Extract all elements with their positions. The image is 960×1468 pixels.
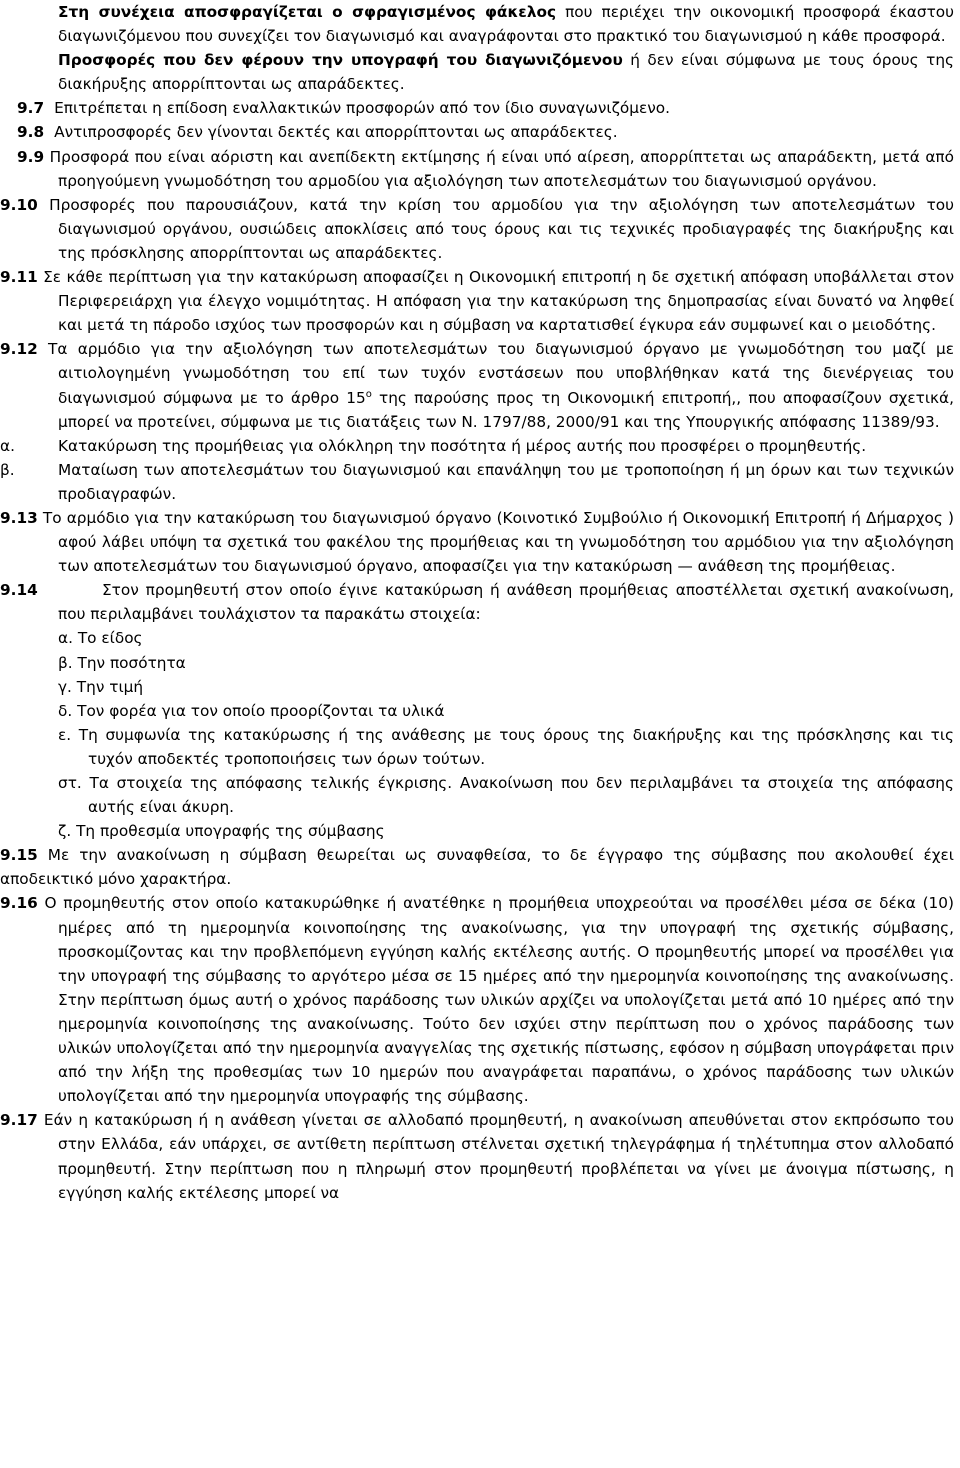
clause-number: 9.10 bbox=[0, 195, 38, 214]
clause-text: Σε κάθε περίπτωση για την κατακύρωση αποφασίζει η Οικονομική επιτροπή η δε σχετική απόφαση υποβάλλεται στον Περιφερειάρχη για έλεγχο νομιμότητας. Η απόφαση για την κατακύρωση της δημοπρασίας είναι δυνατό να ληφθεί και μετά τη πάροδο ισχύος των προσφορών και η σύμβαση να καρτατισθεί έγκυρα εάν συμφωνεί και ο μειοδότης. bbox=[43, 268, 954, 335]
option-text: Ματαίωση των αποτελεσμάτων του διαγωνισμού και επανάληψη του με τροποποίηση ή μη όρων και των τεχνικών προδιαγραφών. bbox=[58, 460, 954, 503]
list-item-letter: δ. bbox=[58, 701, 73, 720]
clause-9-9 bbox=[0, 145, 954, 193]
clause-9-8 bbox=[0, 120, 954, 144]
clause-9-17 bbox=[0, 1108, 954, 1204]
list-item bbox=[0, 819, 954, 843]
paragraph-text: που περιέχει την οικονομική προσφορά έκαστου διαγωνιζόμενου που συνεχίζει τον διαγωνισμό και αναγράφονται στο πρακτικό του διαγωνισμού η κάθε προσφορά. bbox=[58, 3, 954, 46]
clause-text: Με την ανακοίνωση η σύμβαση θεωρείται ως συναφθείσα, το δε έγγραφο της σύμβασης που ακολουθεί έχει αποδεικτικό μόνο χαρακτήρα. bbox=[0, 846, 954, 889]
list-item-letter: ζ. bbox=[58, 822, 72, 841]
list-item-text: Τα στοιχεία της απόφασης τελικής έγκρισης. Ανακοίνωση που δεν περιλαμβάνει τα στοιχεία της απόφασης αυτής είναι άκυρη. bbox=[88, 774, 954, 817]
clause-text: Προσφορές που παρουσιάζουν, κατά την κρίση του αρμοδίου για την αξιολόγηση των αποτελεσμάτων του διαγωνισμού οργάνου, ουσιώδεις αποκλίσεις από τους όρους και τις τεχνικές προδιαγραφές της διακήρυξης και της πρόσκλησης απορρίπτονται ως απαράδεκτες. bbox=[49, 195, 954, 262]
superscript: ο bbox=[365, 388, 372, 400]
clause-9-14 bbox=[0, 578, 954, 626]
clause-text-continued: της παρούσης προς τη Οικονομική επιτροπή,, που αποφασίζουν σχετικά, μπορεί να προτείνει, σύμφωνα με τις διατάξεις των Ν. 1797/88, 2000/91 και της Υπουργικής απόφασης 11389/93. bbox=[58, 388, 954, 431]
clause-9-11 bbox=[0, 265, 954, 337]
notification-items-list bbox=[0, 626, 954, 843]
paragraph-text: ή δεν είναι σύμφωνα με τους όρους της διακήρυξης απορρίπτονται ως απαράδεκτες. bbox=[58, 51, 954, 94]
list-item-letter: β. bbox=[58, 653, 73, 672]
clause-text: Στον προμηθευτή στον οποίο έγινε κατακύρωση ή ανάθεση προμήθειας αποστέλλεται σχετική ανακοίνωση, που περιλαμβάνει τουλάχιστον τα παρακάτω στοιχεία: bbox=[58, 581, 954, 624]
paragraph-envelope bbox=[0, 0, 954, 48]
clause-9-15 bbox=[0, 843, 954, 891]
list-item bbox=[0, 651, 954, 675]
list-item bbox=[0, 723, 954, 771]
clause-number: 9.15 bbox=[0, 846, 38, 865]
clause-text: Εάν η κατακύρωση ή η ανάθεση γίνεται σε αλλοδαπό προμηθευτή, η ανακοίνωση απευθύνεται στον εκπρόσωπο του στην Ελλάδα, εάν υπάρχει, σε αντίθετη περίπτωση στέλνεται σχετική τηλεγράφημα ή τηλέτυπημα στον αλλοδαπό προμηθευτή. Στην περίπτωση που η πληρωμή στον προμηθευτή προβλέπεται να γίνει με άνοιγμα πίστωσης, η εγγύηση καλής εκτέλεσης μπορεί να bbox=[43, 1111, 954, 1202]
option-letter: α. bbox=[0, 436, 15, 455]
list-item-text: Τη συμφωνία της κατακύρωσης ή της ανάθεσης με τους όρους της διακήρυξης και της πρόσκλησης και τις τυχόν αποδεκτές τροποποιήσεις των όρων τούτων. bbox=[78, 725, 954, 768]
list-item-letter: στ. bbox=[58, 774, 82, 792]
paragraph-signature bbox=[0, 48, 954, 96]
option-a bbox=[0, 434, 954, 458]
clause-text: Προσφορά που είναι αόριστη και ανεπίδεκτη εκτίμησης ή είναι υπό αίρεση, απορρίπτεται ως απαράδεκτη, μετά από προηγούμενη γνωμοδότηση του αρμοδίου για αξιολόγηση των αποτελεσμάτων του διαγωνισμού οργάνου. bbox=[49, 147, 954, 190]
clause-text: Αντιπροσφορές δεν γίνονται δεκτές και απορρίπτονται ως απαράδεκτες. bbox=[54, 123, 618, 142]
list-item-text: Τον φορέα για τον οποίο προορίζονται τα υλικά bbox=[77, 701, 445, 720]
clause-number: 9.14 bbox=[0, 581, 38, 600]
clause-9-13 bbox=[0, 506, 954, 578]
list-item-letter: ε. bbox=[58, 725, 72, 744]
bold-phrase: Προσφορές που δεν φέρουν την υπογραφή του διαγωνιζόμενου bbox=[58, 51, 623, 70]
option-b bbox=[0, 458, 954, 506]
clause-text: Επιτρέπεται η επίδοση εναλλακτικών προσφορών από τον ίδιο συναγωνιζόμενο. bbox=[54, 99, 671, 118]
bold-phrase: Στη συνέχεια αποσφραγίζεται ο σφραγισμένος φάκελος bbox=[58, 3, 557, 21]
clause-number: 9.11 bbox=[0, 268, 38, 287]
clause-number: 9.8 bbox=[17, 123, 45, 142]
clause-text: Τα αρμόδιο για την αξιολόγηση των αποτελεσμάτων του διαγωνισμού όργανο με γνωμοδότηση του μαζί με αιτιολογημένη γνωμοδότηση του επί των τυχόν ενστάσεων που υποβλήθηκαν κατά της διενέργειας του διαγωνισμού σύμφωνα με το άρθρο 15 bbox=[48, 340, 954, 407]
option-letter: β. bbox=[0, 460, 15, 479]
clause-text: Ο προμηθευτής στον οποίο κατακυρώθηκε ή ανατέθηκε η προμήθεια υποχρεούται να προσέλθει μέσα σε δέκα (10) ημέρες από τη ημερομηνία κοινοποίησης της ανακοίνωσης, για την υπογραφή της σχετικής σύμβασης, προσκομίζοντας και την προβλεπόμενη εγγύηση καλής εκτέλεσης αυτής. Ο προμηθευτής μπορεί να προσέλθει για την υπογραφή της σύμβασης το αργότερο μέσα σε 15 ημέρες από την ημερομηνία κοινοποίησης της ανακοίνωσης. Στην περίπτωση όμως αυτή ο χρόνος παράδοσης των υλικών αρχίζει να υπολογίζεται μετά από 10 ημέρες από την ημερομηνία κοινοποίησης της ανακοίνωσης. Τούτο δεν ισχύει στην περίπτωση που ο χρόνος παράδοσης των υλικών υπολογίζεται από την ημερομηνία αναγγελίας της σχετικής πίστωσης, εφόσον η σύμβαση υπογράφεται πριν από την λήξη της προθεσμίας των 10 ημερών που αναγράφεται παραπάνω, ο χρόνος παράδοσης των υλικών υπολογίζεται από την ημερομηνία υπογραφής της σύμβασης. bbox=[44, 894, 954, 1106]
list-item-letter: γ. bbox=[58, 677, 72, 696]
em-dash: — bbox=[677, 557, 693, 576]
clause-9-7 bbox=[0, 96, 954, 120]
clause-number: 9.13 bbox=[0, 508, 38, 527]
list-item bbox=[0, 675, 954, 699]
list-item-text: Την τιμή bbox=[76, 677, 144, 696]
list-item bbox=[0, 699, 954, 723]
clause-9-12 bbox=[0, 337, 954, 433]
list-item bbox=[0, 626, 954, 650]
option-text: Κατακύρωση της προμήθειας για ολόκληρη την ποσότητα ή μέρος αυτής που προσφέρει ο προμηθευτής. bbox=[58, 436, 867, 455]
clause-number: 9.9 bbox=[17, 147, 45, 166]
list-item-text: Την ποσότητα bbox=[77, 653, 186, 672]
clause-text: Το αρμόδιο για την κατακύρωση του διαγωνισμού όργανο (Κοινοτικό Συμβούλιο ή Οικονομική Επιτροπή ή Δήμαρχος ) αφού λάβει υπόψη τα σχετικά του φακέλου της προμήθειας και τη γνωμοδότηση του αρμόδιου για την αξιολόγηση των αποτελεσμάτων του διαγωνισμού όργανο, αποφασίζει για την κατακύρωση bbox=[42, 508, 954, 576]
clause-number: 9.16 bbox=[0, 894, 38, 913]
list-item-text: Το είδος bbox=[77, 629, 143, 648]
clause-9-16 bbox=[0, 891, 954, 1108]
clause-number: 9.12 bbox=[0, 340, 38, 359]
clause-text-continued: ανάθεση της προμήθειας. bbox=[697, 557, 896, 576]
clause-9-10 bbox=[0, 193, 954, 265]
list-item bbox=[0, 771, 954, 819]
clause-number: 9.17 bbox=[0, 1111, 38, 1130]
clause-number: 9.7 bbox=[17, 99, 45, 118]
list-item-letter: α. bbox=[58, 629, 73, 648]
list-item-text: Τη προθεσμία υπογραφής της σύμβασης bbox=[76, 822, 385, 841]
